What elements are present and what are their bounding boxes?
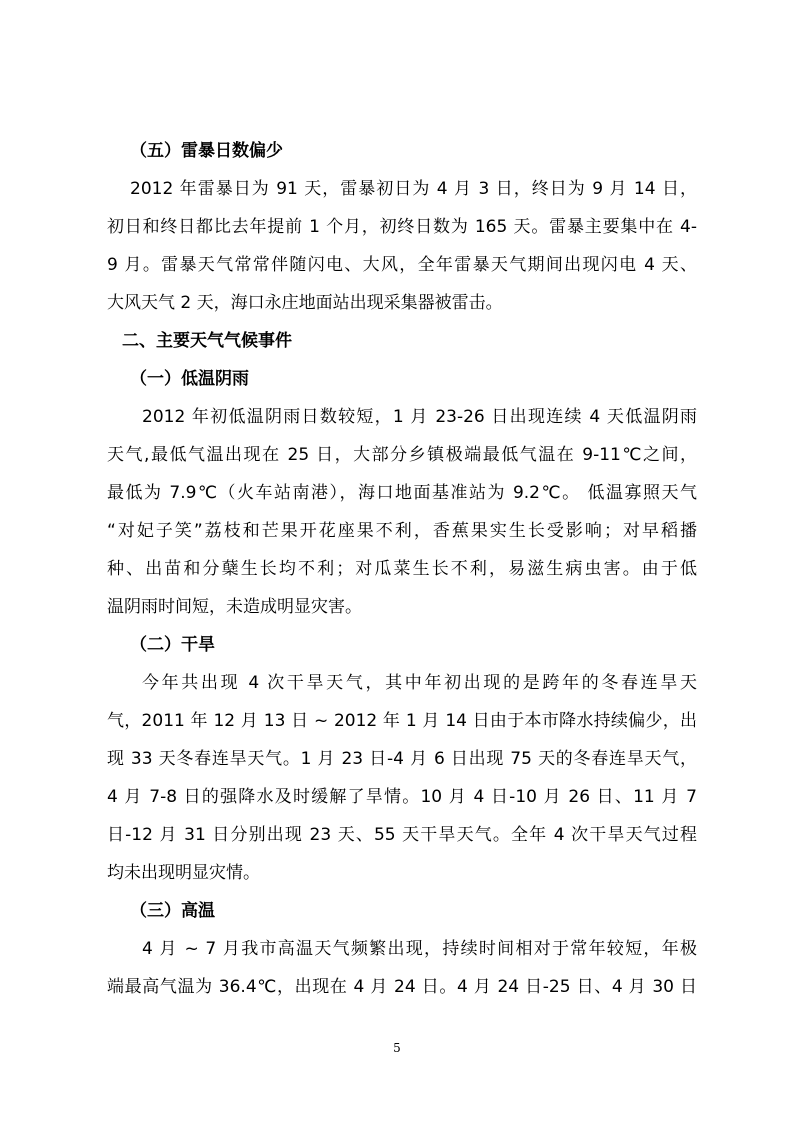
paragraph-line: 均未出现明显灾情。 [107,863,260,883]
paragraph-line: 端最高气温为 36.4℃，出现在 4 月 24 日。4 月 24 日-25 日、4 月 30 日 [107,977,697,997]
paragraph-line: 最低为 7.9℃（火车站南港），海口地面基准站为 9.2℃。 低温寡照天气 [107,483,697,503]
section-heading-cold-rain: （一）低温阴雨 [130,369,249,389]
paragraph-line: 大风天气 2 天，海口永庄地面站出现采集器被雷击。 [107,293,503,313]
part-heading-main-events: 二、主要天气气候事件 [122,331,292,351]
paragraph-line: 今年共出现 4 次干旱天气，其中年初出现的是跨年的冬春连旱天 [142,673,697,693]
paragraph-line: 天气,最低气温出现在 25 日，大部分乡镇极端最低气温在 9-11℃之间， [107,445,697,465]
paragraph-line: 初日和终日都比去年提前 1 个月，初终日数为 165 天。雷暴主要集中在 4- [107,217,697,237]
paragraph-line: 日-12 月 31 日分别出现 23 天、55 天干旱天气。全年 4 次干旱天气过程 [107,825,697,845]
paragraph-line: 4 月 7-8 日的强降水及时缓解了旱情。10 月 4 日-10 月 26 日、11 月 7 [107,787,697,807]
paragraph-line: 2012 年初低温阴雨日数较短，1 月 23-26 日出现连续 4 天低温阴雨 [142,407,697,427]
paragraph-line: 现 33 天冬春连旱天气。1 月 23 日-4 月 6 日出现 75 天的冬春连旱天气， [107,749,697,769]
paragraph-line: 温阴雨时间短，未造成明显灾害。 [107,597,362,617]
paragraph-line: 种、出苗和分蘖生长均不利；对瓜菜生长不利，易滋生病虫害。由于低 [107,559,697,579]
section-heading-thunder: （五）雷暴日数偏少 [130,141,283,161]
paragraph-line: 4 月 ~ 7 月我市高温天气频繁出现，持续时间相对于常年较短，年极 [142,939,697,959]
section-heading-heat: （三）高温 [130,901,215,921]
page-number: 5 [393,1041,401,1055]
section-heading-drought: （二）干旱 [130,635,215,655]
paragraph-line: 2012 年雷暴日为 91 天，雷暴初日为 4 月 3 日，终日为 9 月 14 日， [130,179,697,199]
paragraph-line: 9 月。雷暴天气常常伴随闪电、大风，全年雷暴天气期间出现闪电 4 天、 [107,255,697,275]
paragraph-line: 气，2011 年 12 月 13 日 ~ 2012 年 1 月 14 日由于本市降水持续偏少，出 [107,711,697,731]
paragraph-line: “对妃子笑”荔枝和芒果开花座果不利，香蕉果实生长受影响；对早稻播 [107,521,697,541]
